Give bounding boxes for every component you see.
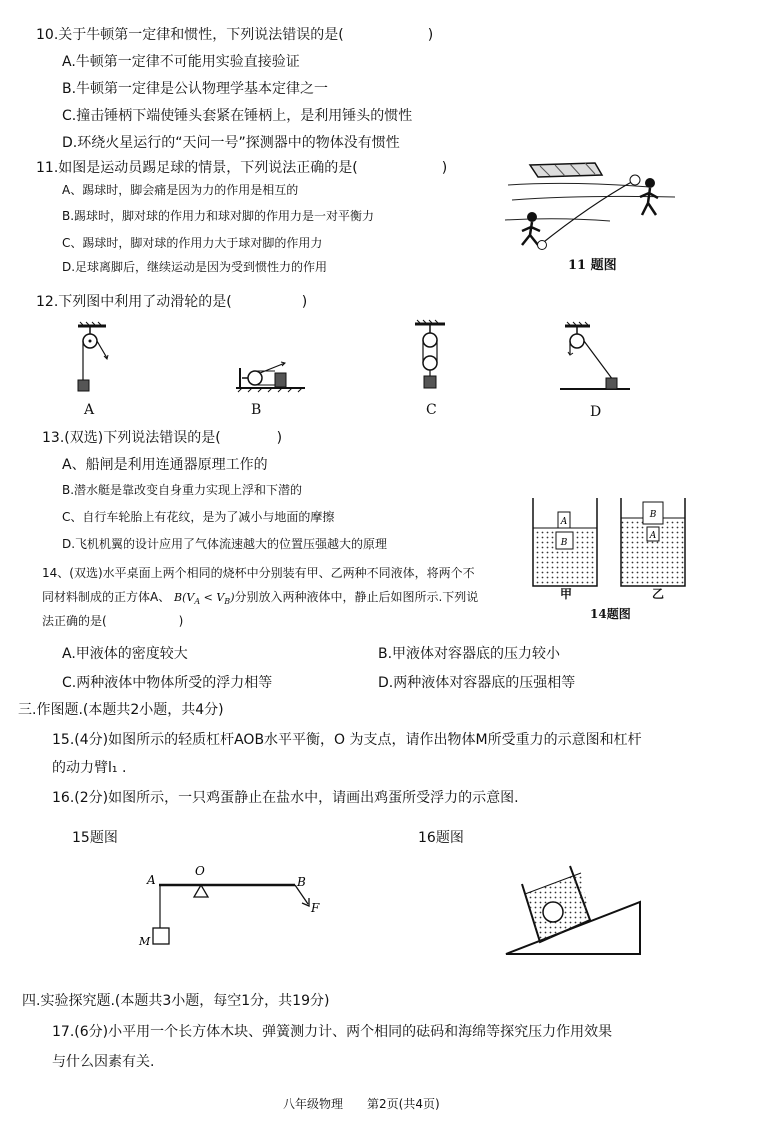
lever-label-m: M [139,935,151,948]
q11-football-figure [500,145,680,275]
q14-formula-lt: < V [200,591,225,604]
q11-figure-caption: 11 题图 [568,258,617,273]
q16-egg-figure [498,860,648,960]
q12-stem: 12.下列图中利用了动滑轮的是( ) [36,294,308,310]
q13-option-c: C、自行车轮胎上有花纹，是为了减小与地面的摩擦 [62,510,335,524]
q14-formula-sub-a: A [194,597,201,607]
section3-title: 三.作图题.(本题共2小题，共4分) [18,702,224,718]
q13-option-b: B.潜水艇是靠改变自身重力实现上浮和下潜的 [62,483,303,497]
q14-formula-sub-b: B [224,597,231,607]
lever-label-o: O [195,864,205,878]
q14-option-b: B.甲液体对容器底的压力较小 [378,646,561,662]
q12-label-a: A [84,402,95,418]
q14-beaker-figure [525,490,705,590]
q15-line2: 的动力臂l₁ . [52,760,127,776]
q14-line2-post: 分别放入两种液体中，静止后如图所示.下列说 [234,590,479,604]
q12-label-b: B [251,402,262,418]
q11-option-d: D.足球离脚后，继续运动是因为受到惯性力的作用 [62,260,328,274]
q13-stem: 13.(双选)下列说法错误的是( ) [42,430,283,446]
q14-formula [174,591,235,607]
q14-line2-pre: 同材料制成的正方体A、 [42,590,175,604]
beaker2-block-a: A [649,531,657,541]
q14-beaker-label-jia: 甲 [560,587,573,601]
q13-option-a: A、船闸是利用连通器原理工作的 [62,457,268,473]
q14-option-c: C.两种液体中物体所受的浮力相等 [62,675,273,691]
lever-label-b: B [297,875,306,889]
section4-title: 四.实验探究题.(本题共3小题，每空1分，共19分) [22,993,330,1009]
q10-option-a: A.牛顿第一定律不可能用实验直接验证 [62,54,300,70]
q10-option-c: C.撞击锤柄下端使锤头套紧在锤柄上，是利用锤头的惯性 [62,108,413,124]
fig16-label: 16题图 [418,830,464,846]
q10-option-d: D.环绕火星运行的“天问一号”探测器中的物体没有惯性 [62,135,400,151]
beaker1-block-a: A [560,517,568,527]
q17-line2: 与什么因素有关. [52,1054,155,1070]
beaker1-block-b: B [560,538,568,548]
q12-pulley-figures [60,318,660,398]
q14-line3: 法正确的是( ) [42,614,184,628]
q14-line1: 14、(双选)水平桌面上两个相同的烧杯中分别装有甲、乙两种不同液体，将两个不 [42,566,475,580]
q14-formula-close: ) [230,591,235,604]
q14-formula-b: B(V [174,591,195,604]
pulley-b [236,362,305,392]
lever-label-a: A [147,873,156,887]
q15-line1: 15.(4分)如图所示的轻质杠杆AOB水平平衡，O 为支点，请作出物体M所受重力的示意图和杠杆 [52,732,642,748]
q14-figure-caption: 14题图 [590,607,631,621]
beaker2-block-b: B [649,510,657,520]
q11-option-a: A、踢球时，脚会痛是因为力的作用是相互的 [62,183,299,197]
q17-line1: 17.(6分)小平用一个长方体木块、弹簧测力计、两个相同的砝码和海绵等探究压力作用效果 [52,1024,613,1040]
q11-option-c: C、踢球时，脚对球的作用力大于球对脚的作用力 [62,236,323,250]
page-footer: 八年级物理 第2页(共4页) [283,1097,440,1111]
q14-option-a: A.甲液体的密度较大 [62,646,188,662]
q10-stem: 10.关于牛顿第一定律和惯性，下列说法错误的是( ) [36,27,434,43]
q15-lever-figure [135,860,335,955]
q11-option-b: B.踢球时，脚对球的作用力和球对脚的作用力是一对平衡力 [62,209,375,223]
pulley-d [560,322,630,389]
q13-option-d: D.飞机机翼的设计应用了气体流速越大的位置压强越大的原理 [62,537,388,551]
q11-stem: 11.如图是运动员踢足球的情景，下列说法正确的是( ) [36,160,448,176]
q10-option-b: B.牛顿第一定律是公认物理学基本定律之一 [62,81,329,97]
pulley-c [415,320,445,388]
pulley-a [78,322,108,391]
q12-label-d: D [590,404,602,420]
q14-option-d: D.两种液体对容器底的压强相等 [378,675,576,691]
q12-label-c: C [426,402,437,418]
lever-label-f: F [311,901,320,915]
fig15-label: 15题图 [72,830,118,846]
q14-line2 [42,590,478,607]
q14-beaker-label-yi: 乙 [652,587,665,601]
q16-text: 16.(2分)如图所示，一只鸡蛋静止在盐水中，请画出鸡蛋所受浮力的示意图. [52,790,519,806]
